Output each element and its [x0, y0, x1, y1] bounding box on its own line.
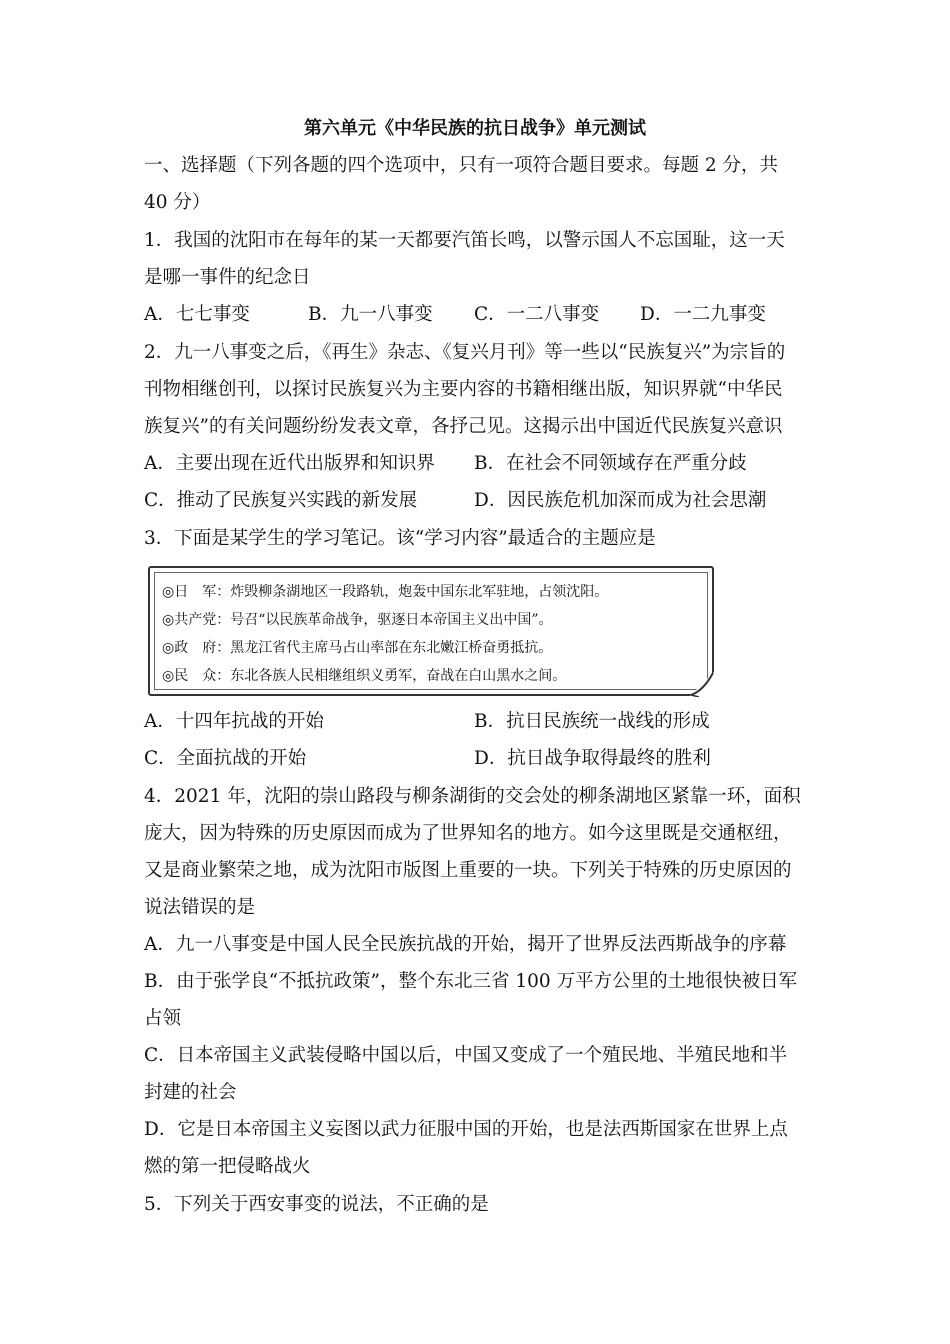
section-instruction: 一、选择题（下列各题的四个选项中，只有一项符合题目要求。每题 2 分，共 [144, 155, 779, 176]
q1-option-d: D．一二九事变 [640, 304, 766, 325]
q3-option-a: A．十四年抗战的开始 [144, 711, 324, 732]
q3-option-d: D．抗日战争取得最终的胜利 [474, 748, 711, 769]
q4-option-c-cont: 封建的社会 [144, 1082, 237, 1103]
q3-option-c: C．全面抗战的开始 [144, 748, 307, 769]
page-title: 第六单元《中华民族的抗日战争》单元测试 [304, 118, 646, 139]
study-note-box [148, 566, 714, 696]
q1-option-a: A．七七事变 [144, 304, 250, 325]
question-4-stem-cont: 庞大，因为特殊的历史原因而成为了世界知名的地方。如今这里既是交通枢纽， [144, 823, 792, 844]
q2-option-d: D．因民族危机加深而成为社会思潮 [474, 490, 767, 511]
note-row-japanese-army: ◎日 军：炸毁柳条湖地区一段路轨，炮轰中国东北军驻地，占领沈阳。 [162, 584, 609, 600]
q1-option-b: B．九一八事变 [308, 304, 433, 325]
q4-option-b-cont: 占领 [144, 1008, 182, 1029]
q4-option-d-cont: 燃的第一把侵略战火 [144, 1156, 311, 1177]
q4-option-d: D．它是日本帝国主义妄图以武力征服中国的开始，也是法西斯国家在世界上点 [144, 1119, 788, 1140]
question-2-stem-cont: 族复兴”的有关问题纷纷发表文章，各抒己见。这揭示出中国近代民族复兴意识 [144, 416, 783, 437]
q4-option-c: C．日本帝国主义武装侵略中国以后，中国又变成了一个殖民地、半殖民地和半 [144, 1045, 788, 1066]
question-2-stem-cont: 刊物相继创刊，以探讨民族复兴为主要内容的书籍相继出版，知识界就“中华民 [144, 379, 783, 400]
section-instruction-cont: 40 分） [144, 192, 211, 213]
note-row-government: ◎政 府：黑龙江省代主席马占山率部在东北嫩江桥奋勇抵抗。 [162, 640, 553, 656]
question-1-stem-cont: 是哪一事件的纪念日 [144, 267, 311, 288]
q2-option-c: C．推动了民族复兴实践的新发展 [144, 490, 418, 511]
question-2-stem: 2．九一八事变之后，《再生》杂志、《复兴月刊》等一些以“民族复兴”为宗旨的 [144, 342, 786, 363]
q4-option-b: B．由于张学良“不抵抗政策”，整个东北三省 100 万平方公里的土地很快被日军 [144, 971, 798, 992]
question-5-stem: 5．下列关于西安事变的说法，不正确的是 [144, 1194, 489, 1215]
q1-option-c: C．一二八事变 [474, 304, 600, 325]
q4-option-a: A．九一八事变是中国人民全民族抗战的开始，揭开了世界反法西斯战争的序幕 [144, 934, 787, 955]
q3-option-b: B．抗日民族统一战线的形成 [474, 711, 710, 732]
question-4-stem: 4．2021 年，沈阳的崇山路段与柳条湖街的交会处的柳条湖地区紧靠一环，面积 [144, 786, 801, 807]
note-row-communist-party: ◎共产党：号召“以民族革命战争，驱逐日本帝国主义出中国”。 [162, 612, 553, 628]
q2-option-b: B．在社会不同领域存在严重分歧 [474, 453, 747, 474]
question-1-stem: 1．我国的沈阳市在每年的某一天都要汽笛长鸣，以警示国人不忘国耻，这一天 [144, 230, 785, 251]
question-4-stem-cont: 说法错误的是 [144, 897, 256, 918]
q2-option-a: A．主要出现在近代出版界和知识界 [144, 453, 435, 474]
page-curl-icon [689, 671, 715, 697]
question-4-stem-cont: 又是商业繁荣之地，成为沈阳市版图上重要的一块。下列关于特殊的历史原因的 [144, 860, 792, 881]
note-row-people: ◎民 众：东北各族人民相继组织义勇军，奋战在白山黑水之间。 [162, 668, 567, 684]
question-3-stem: 3．下面是某学生的学习笔记。该“学习内容”最适合的主题应是 [144, 528, 656, 549]
